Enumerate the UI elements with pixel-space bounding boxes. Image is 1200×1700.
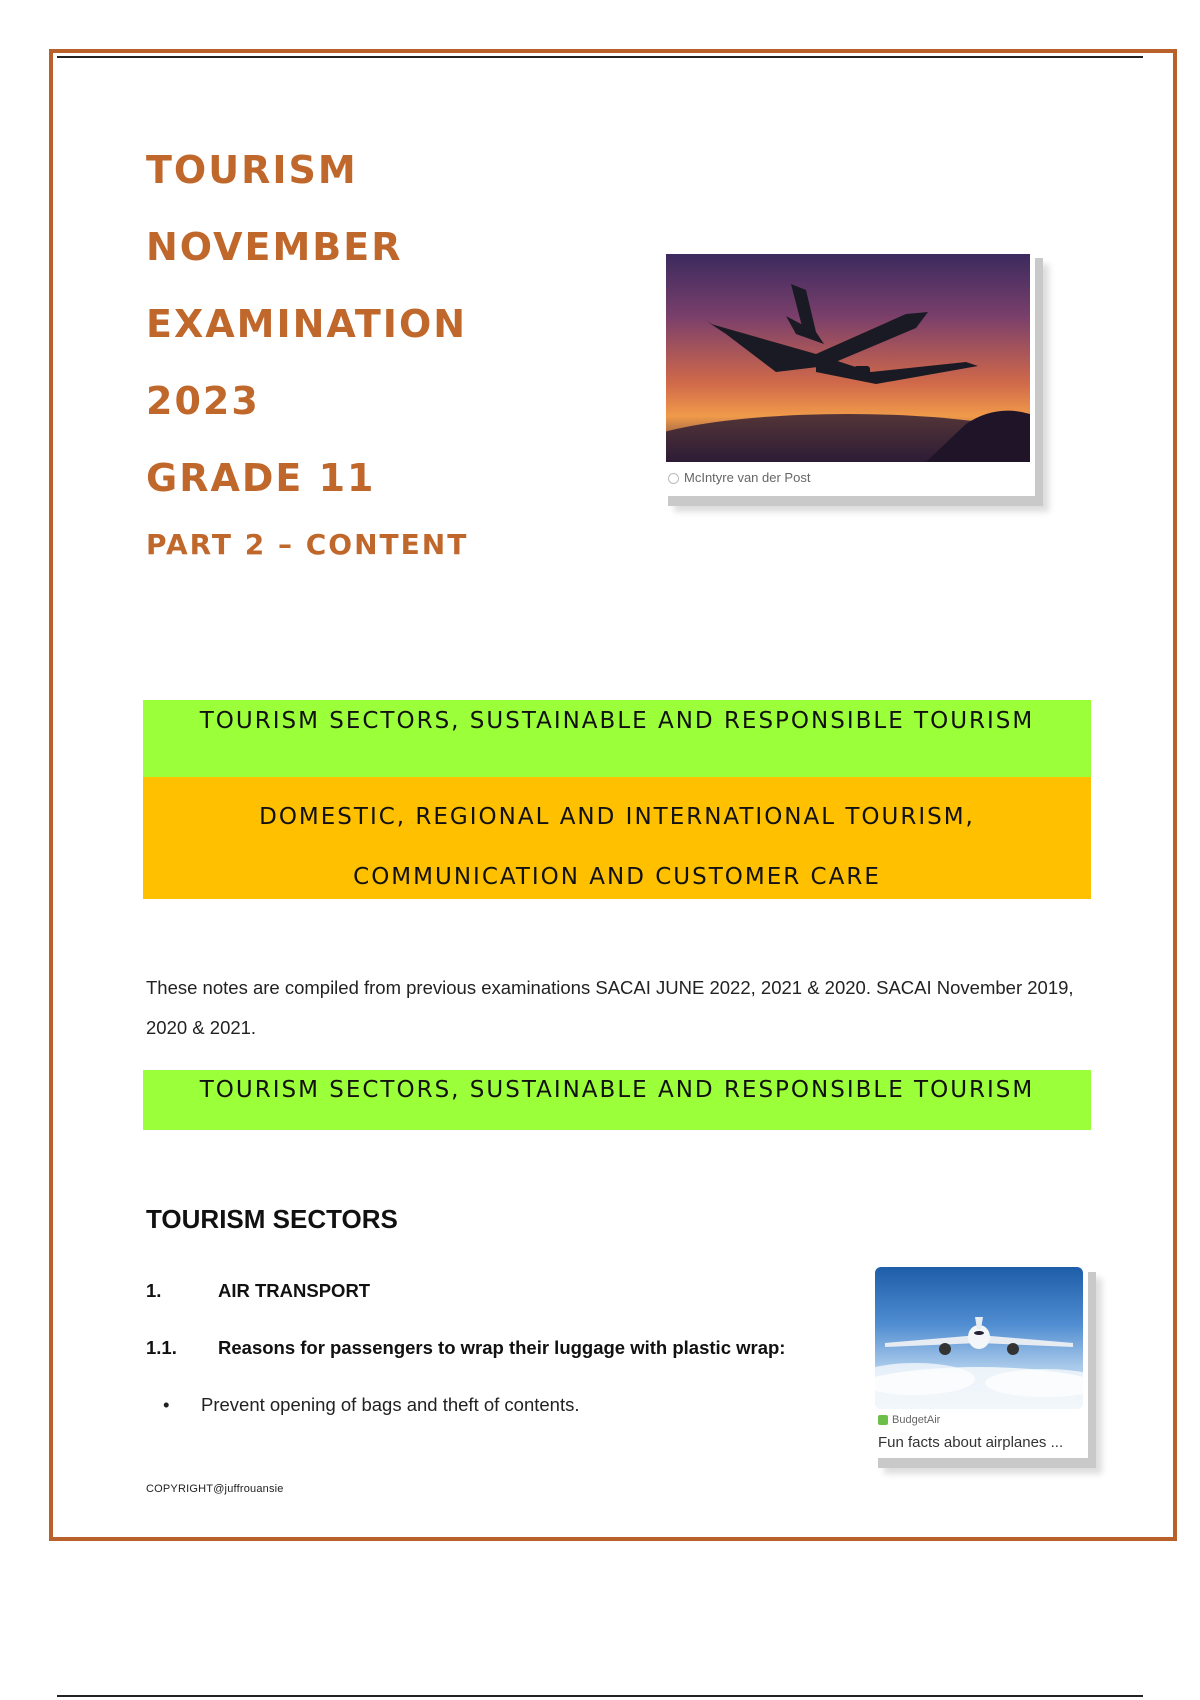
budgetair-icon	[878, 1415, 888, 1425]
item-air-transport	[146, 1280, 370, 1302]
bullet-marker: •	[163, 1394, 170, 1415]
photo2-caption: Fun facts about airplanes ...	[878, 1434, 1064, 1451]
item-text: Reasons for passengers to wrap their luggage with plastic wrap:	[218, 1337, 786, 1358]
title-line-4: 2023	[146, 379, 260, 423]
airplane-sunset-card[interactable]	[660, 248, 1035, 496]
airplane-sky-photo	[875, 1267, 1083, 1409]
photo-source-text: BudgetAir	[892, 1414, 941, 1426]
photo-caption-text: McIntyre van der Post	[684, 470, 811, 485]
title-line-2: NOVEMBER	[146, 225, 403, 269]
subtitle: PART 2 – CONTENT	[146, 528, 469, 561]
item-number: 1.	[146, 1280, 162, 1301]
bullet-text: Prevent opening of bags and theft of contents.	[201, 1394, 580, 1415]
title-line-1: TOURISM	[146, 148, 358, 192]
header-rule	[57, 56, 1143, 58]
item-number: 1.1.	[146, 1337, 177, 1358]
notes-paragraph: These notes are compiled from previous examinations SACAI JUNE 2022, 2021 & 2020. SACAI November 2019, 2020 & 2021.	[146, 977, 1074, 1038]
airplane-sunset-photo	[666, 254, 1030, 462]
title-block	[146, 140, 468, 565]
source-icon	[668, 473, 679, 484]
sectors-banner-second: TOURISM SECTORS, SUSTAINABLE AND RESPONSIBLE TOURISM	[143, 1070, 1091, 1130]
sectors-banner-top: TOURISM SECTORS, SUSTAINABLE AND RESPONSIBLE TOURISM	[143, 700, 1091, 777]
footer-rule	[57, 1695, 1143, 1697]
copyright: COPYRIGHT@juffrouansie	[146, 1483, 284, 1495]
photo-source	[878, 1414, 940, 1426]
item-text: AIR TRANSPORT	[218, 1280, 371, 1301]
domestic-banner-line-2: COMMUNICATION AND CUSTOMER CARE	[353, 864, 881, 890]
title-line-3: EXAMINATION	[146, 302, 468, 346]
domestic-banner	[143, 777, 1091, 899]
bullet-item	[163, 1394, 580, 1416]
section-heading: TOURISM SECTORS	[146, 1204, 398, 1234]
item-luggage-reasons	[146, 1337, 785, 1359]
domestic-banner-line-1: DOMESTIC, REGIONAL AND INTERNATIONAL TOURISM,	[259, 804, 975, 830]
title-line-5: GRADE 11	[146, 456, 376, 500]
photo-caption	[668, 470, 810, 485]
airplane-sky-card[interactable]	[870, 1262, 1088, 1458]
